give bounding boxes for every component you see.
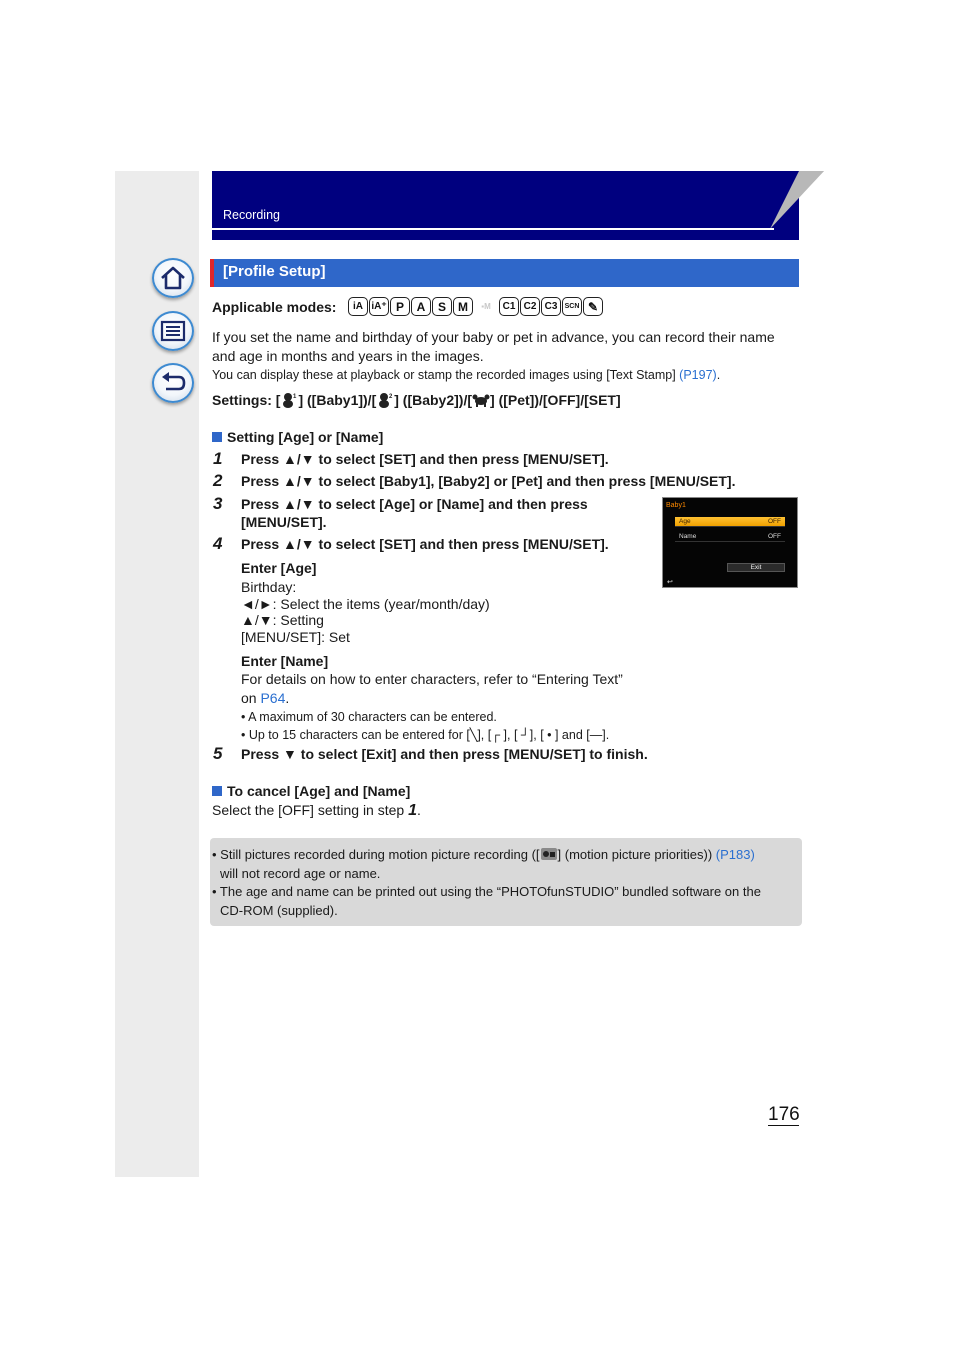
- intro-line-3: [212, 367, 720, 384]
- motion-picture-priority-icon: [540, 846, 558, 862]
- screen-row-name: [675, 532, 785, 542]
- enter-age-heading: Enter [Age]: [241, 560, 317, 576]
- svg-text:2: 2: [389, 394, 393, 400]
- baby2-icon: [376, 392, 394, 408]
- screen-title: Baby1: [666, 502, 686, 509]
- page-number: 176: [768, 1104, 800, 1125]
- mode-p-icon: P: [390, 297, 410, 316]
- creative-control-icon: ✎: [583, 297, 603, 316]
- step-2-text: Press ▲/▼ to select [Baby1], [Baby2] or [Pet] and then press [MENU/SET].: [241, 473, 736, 489]
- note-2-line-1: • The age and name can be printed out using the “PHOTOfunSTUDIO” bundled software on the: [212, 884, 761, 899]
- mode-m-icon: M: [453, 297, 473, 316]
- home-button[interactable]: [152, 258, 194, 298]
- enter-name-line-2: [241, 690, 289, 707]
- step-4-number: 4: [213, 534, 223, 553]
- setting-section-heading: [212, 429, 383, 446]
- settings-baby1: ] ([Baby1])/[: [298, 392, 377, 408]
- enter-name-bullet-2: • Up to 15 characters can be entered for [╲], [┌ ], [ ┘], [ • ] and [—].: [241, 728, 610, 742]
- enter-name-line-2-end: .: [285, 690, 290, 706]
- pet-icon: [472, 392, 490, 408]
- intelligent-auto-icon: iA: [348, 297, 368, 316]
- enter-age-line-2: ◄/►: Select the items (year/month/day): [241, 596, 490, 612]
- cancel-section-text: [212, 802, 421, 819]
- screen-row-age: [675, 517, 785, 527]
- applicable-modes-label: Applicable modes:: [212, 299, 337, 315]
- intro-line-1: If you set the name and birthday of your baby or pet in advance, you can record their name: [212, 329, 775, 345]
- cancel-text-end: .: [417, 802, 421, 818]
- enter-age-line-1: Birthday:: [241, 579, 297, 595]
- cancel-text-step: 1: [408, 802, 417, 819]
- settings-baby2: ] ([Baby2])/[: [394, 392, 473, 408]
- step-5-number: 5: [213, 744, 223, 763]
- custom-1-icon: C1: [499, 297, 519, 316]
- link-p183[interactable]: (P183): [715, 847, 755, 862]
- menu-list-icon: [159, 318, 187, 344]
- cancel-square-icon: [212, 786, 222, 796]
- step-3-text-line-1: Press ▲/▼ to select [Age] or [Name] and then press: [241, 496, 588, 512]
- page-number-underline: [768, 1125, 799, 1126]
- scene-mode-icon: SCN: [562, 297, 582, 316]
- svg-text:1: 1: [293, 394, 297, 400]
- camera-screen-preview: [662, 497, 798, 588]
- note-1-part-b: ] (motion picture priorities)): [557, 847, 716, 862]
- screen-row-name-value: OFF: [768, 533, 781, 540]
- step-2-number: 2: [213, 471, 223, 490]
- screen-back-icon: ↩: [667, 579, 673, 586]
- applicable-modes-icons: [348, 297, 603, 316]
- step-1-text: Press ▲/▼ to select [SET] and then press [MENU/SET].: [241, 451, 609, 467]
- step-3-number: 3: [213, 494, 223, 513]
- enter-name-line-1: For details on how to enter characters, refer to “Entering Text”: [241, 671, 623, 687]
- enter-name-heading: Enter [Name]: [241, 653, 329, 669]
- settings-pet: ] ([Pet])/[OFF]/[SET]: [490, 392, 621, 408]
- back-arrow-icon: [159, 370, 187, 396]
- enter-age-line-4: [MENU/SET]: Set: [241, 629, 350, 645]
- custom-3-icon: C3: [541, 297, 561, 316]
- screen-row-age-value: OFF: [768, 518, 781, 525]
- screen-row-name-label: Name: [679, 533, 697, 540]
- note-1-line-1: [212, 846, 755, 863]
- back-button[interactable]: [152, 363, 194, 403]
- note-1-part-a: • Still pictures recorded during motion picture recording ([: [212, 847, 540, 862]
- enter-name-bullet-1: • A maximum of 30 characters can be entered.: [241, 710, 497, 724]
- link-p197[interactable]: (P197): [679, 368, 717, 382]
- note-2-line-2: CD-ROM (supplied).: [220, 903, 338, 918]
- setting-section-heading-text: Setting [Age] or [Name]: [227, 429, 384, 445]
- intelligent-auto-plus-icon: iA⁺: [369, 297, 389, 316]
- section-label: Recording: [223, 208, 280, 222]
- cancel-section-heading-text: To cancel [Age] and [Name]: [227, 783, 411, 799]
- movie-mode-icon: ▪M: [474, 297, 498, 316]
- link-p64[interactable]: P64: [260, 690, 286, 706]
- notes-box: [210, 838, 802, 926]
- mode-a-icon: A: [411, 297, 431, 316]
- settings-line: [212, 392, 621, 409]
- cancel-section-heading: [212, 783, 410, 800]
- enter-age-line-3: ▲/▼: Setting: [241, 612, 324, 628]
- screen-exit-button: Exit: [727, 563, 785, 572]
- menu-button[interactable]: [152, 311, 194, 351]
- intro-line-2: and age in months and years in the images.: [212, 348, 484, 364]
- step-4-text: Press ▲/▼ to select [SET] and then press [MENU/SET].: [241, 536, 609, 552]
- mode-s-icon: S: [432, 297, 452, 316]
- step-5-text: Press ▼ to select [Exit] and then press [MENU/SET] to finish.: [241, 746, 648, 762]
- settings-prefix: Settings: [: [212, 392, 281, 408]
- custom-2-icon: C2: [520, 297, 540, 316]
- note-1-line-2: will not record age or name.: [220, 866, 381, 881]
- home-icon: [159, 265, 187, 291]
- screen-row-age-label: Age: [679, 518, 691, 525]
- header-divider: [212, 228, 774, 230]
- cancel-text-prefix: Select the [OFF] setting in step: [212, 802, 409, 818]
- intro-line-3-end: .: [716, 368, 721, 382]
- intro-line-3-text: You can display these at playback or stamp the recorded images using [Text Stamp]: [212, 368, 680, 382]
- step-3-text-line-2: [MENU/SET].: [241, 514, 327, 530]
- step-1-number: 1: [213, 449, 223, 468]
- page-title: [Profile Setup]: [223, 263, 326, 280]
- header-corner-decoration: [770, 171, 824, 229]
- section-square-icon: [212, 432, 222, 442]
- enter-name-line-2-prefix: on: [241, 690, 261, 706]
- baby1-icon: [280, 392, 298, 408]
